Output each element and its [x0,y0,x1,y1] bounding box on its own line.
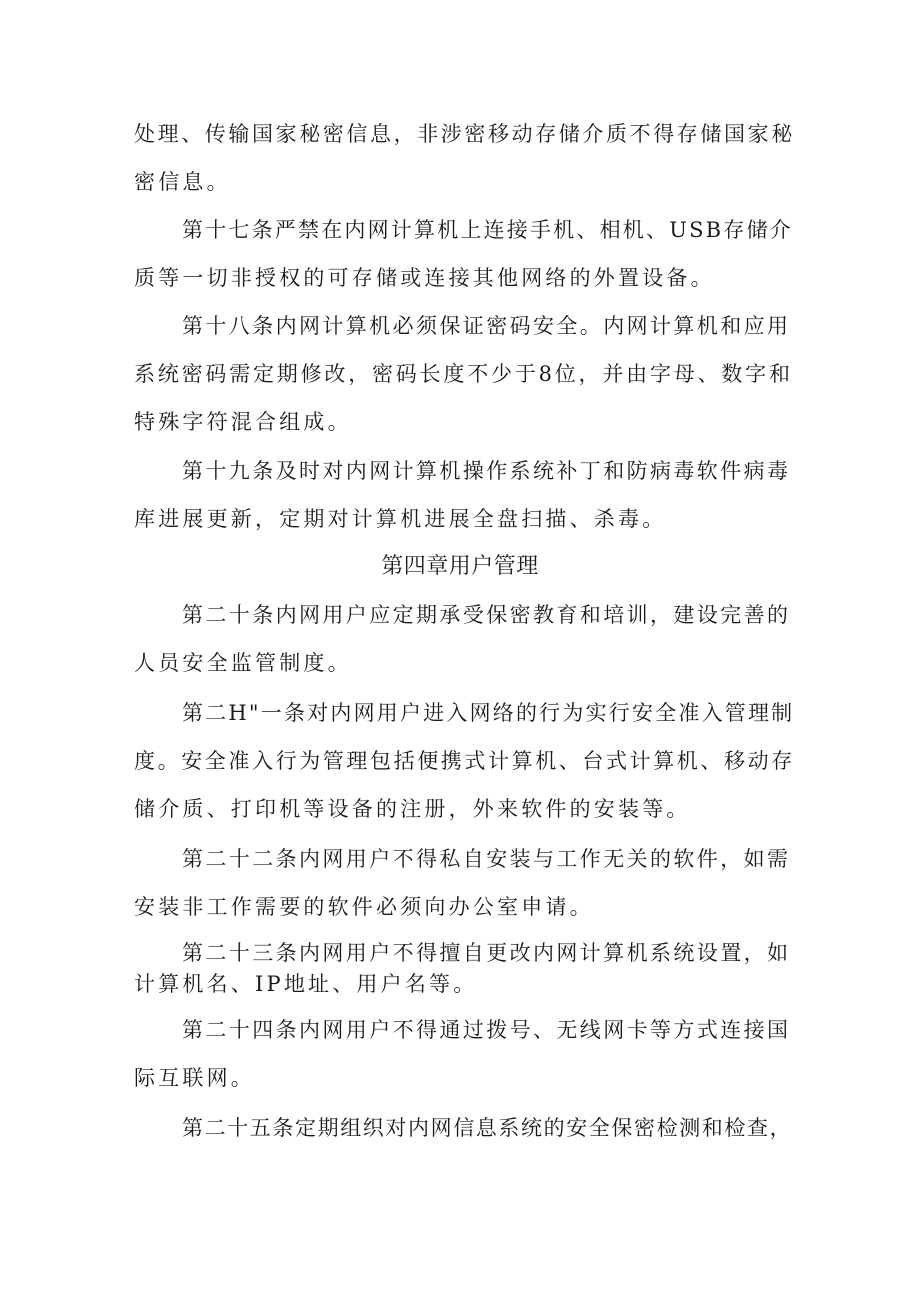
article-19-line-2: 库进展更新，定期对计算机进展全盘扫描、杀毒。 [134,507,667,531]
article-19-line-1: 第十九条及时对内网计算机操作系统补丁和防病毒软件病毒 [182,459,791,483]
article-17-line-2: 质等一切非授权的可存储或连接其他网络的外置设备。 [134,266,715,290]
paragraph-16-line-2: 处理、传输国家秘密信息，非涉密移动存储介质不得存储国家秘 [134,122,795,146]
article-21-line-1: 第二H"一条对内网用户进入网络的行为实行安全准入管理制 [182,701,795,725]
article-23-line-1: 第二十三条内网用户不得擅自更改内网计算机系统设置，如 [182,941,791,965]
article-25-line-1: 第二十五条定期组织对内网信息系统的安全保密检测和检查， [182,1116,793,1140]
article-18-line-3: 特殊字符混合组成。 [134,410,352,434]
article-22-line-1: 第二十二条内网用户不得私自安装与工作无关的软件，如需 [182,847,791,871]
article-21-line-3: 储介质、打印机等设备的注册，外来软件的安装等。 [134,797,691,821]
article-22-line-2: 安装非工作需要的软件必须向办公室申请。 [134,895,594,919]
article-20-line-2: 人员安全监管制度。 [134,651,352,675]
article-24-line-2: 际互联网。 [134,1066,255,1090]
article-23-line-2: 计算机名、IP地址、用户名等。 [134,972,478,996]
article-24-line-1: 第二十四条内网用户不得通过拨号、无线网卡等方式连接国 [182,1018,791,1042]
article-21-line-2: 度。安全准入行为管理包括便携式计算机、台式计算机、移动存 [134,749,795,773]
paragraph-16-line-3: 密信息。 [134,170,231,194]
article-20-line-1: 第二十条内网用户应定期承受保密教育和培训，建设完善的 [182,603,791,627]
article-18-line-2: 系统密码需定期修改，密码长度不少于8位，并由字母、数字和 [134,362,793,386]
article-17-line-1: 第十七条严禁在内网计算机上连接手机、相机、USB存储介 [182,218,793,242]
chapter-4-heading: 第四章用户管理 [381,554,539,579]
article-18-line-1: 第十八条内网计算机必须保证密码安全。内网计算机和应用 [182,314,791,338]
